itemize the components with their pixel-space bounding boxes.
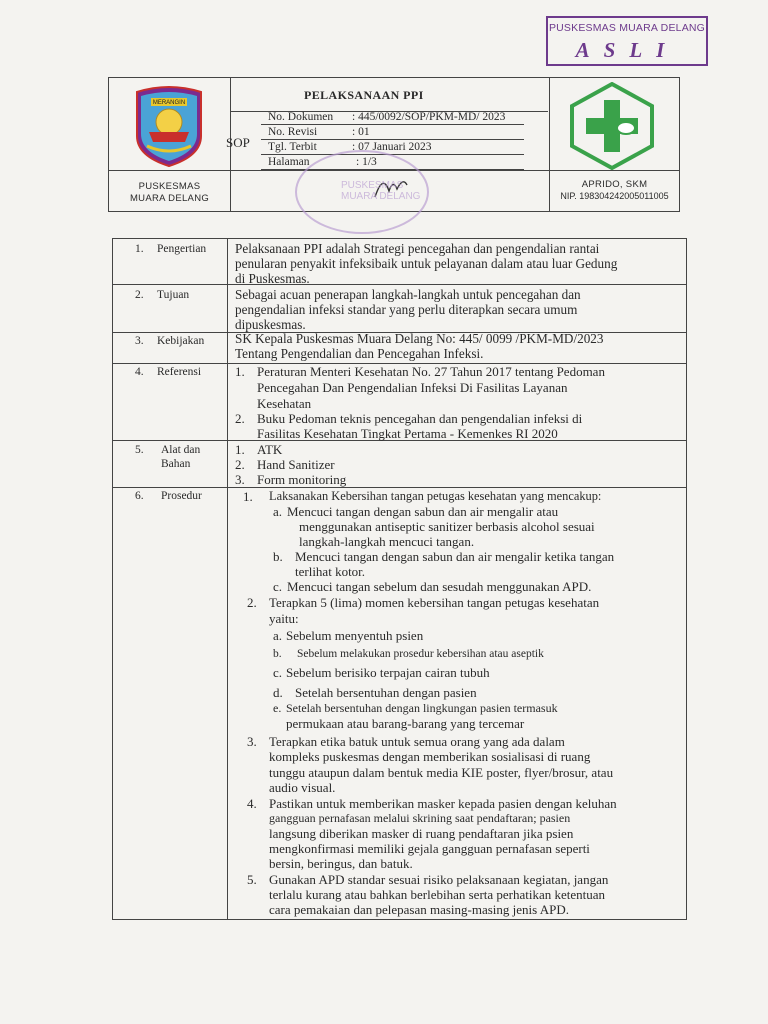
field-value-revisi: : 01: [352, 126, 370, 138]
stamp-word: ASLI: [575, 38, 679, 62]
signer-name: APRIDO, SKM: [581, 179, 648, 190]
label-referensi: Referensi: [157, 366, 202, 378]
sop-table: 1. Pengertian Pelaksanaan PPI adalah Strategi pencegahan dan pengendalian rantai penularan penyakit infeksibaik untuk pelayanan dalam atau luar Gedung di Puskesmas. 2. Tujuan Sebagai acuan penerapan langkah-langkah untuk pencegahan dan pengendalian infeksi standar yang perlu diterapkan secara umum dipuskesmas. 3. Kebijakan SK Kepala Puskesmas Muara Delang No: 445/ 0099 /PKM-MD/2023 Tentang Pengendalian dan Pencegahan Infeksi. 4. Referensi 1. Peraturan Menteri Kesehatan No. 27 Tahun 2017 tentang Pedoman Pencegahan Dan Pengendalian Infeksi Di Fasilitas Layanan Kesehatan 2. Buku Pedoman teknis pencegahan dan pengendalian infeksi di Fasilitas Kesehatan Tingkat Pertama - Kemenkes RI 2020 5. Alat dan Bahan 1. ATK 2. Hand Sanitizer 3. Form monitoring 6. Prosedur 1. Laksanakan Kebersihan tangan petugas kesehatan yang mencakup: a. Mencuci tangan dengan sabun dan air mengalir atau menggunakan antiseptic sanitizer berbasis alcohol sesuai langkah-langkah mencuci tangan. b. Mencuci tangan dengan sabun dan air mengalir ketika tangan terlihat kotor. c. Mencuci tangan sebelum dan sesudah menggunakan APD. 2. Terapkan 5 (lima) momen kebersihan tangan petugas kesehatan yaitu: a. Sebelum menyentuh psien b. Sebelum melakukan prosedur kebersihan atau aseptik c. Sebelum berisiko terpajan cairan tubuh d. Setelah bersentuhan dengan pasien e. Setelah bersentuhan dengan lingkungan pasien termasuk permukaan atau barang-barang yang tercemar 3. Terapkan etika batuk untuk semua orang yang ada dalam kompleks puskesmas dengan memberikan sosialisasi di ruang tunggu ataupun dalam bentuk media KIE poster, flyer/brosur, atau audio visual. 4. Pastikan untuk memberikan masker kepada pasien dengan keluhan gangguan pernafasan melalui skrining saat pendaftaran; pasien langsung diberikan masker di ruang pendaftaran jika psien mengkonfirmasi memiliki gejala gangguan pernafasan seperti bersin, beringus, dan batuk. 5. Gunakan APD standar sesuai risiko pelaksanaan kegiatan, jangan terlalu kurang atau bahkan berlebihan serta perhatikan ketentuan cara pemakaian dan pelepasan masing-masing jenis APD.: [112, 238, 687, 920]
round-stamp: PUSKESMAS MUARA DELANG: [295, 150, 429, 234]
label-bahan: Bahan: [161, 458, 191, 470]
field-value-terbit: : 07 Januari 2023: [352, 141, 432, 153]
merangin-logo-icon: [131, 84, 207, 168]
stamp-org: PUSKESMAS MUARA DELANG: [548, 22, 706, 34]
doc-title: PELAKSANAAN PPI: [304, 88, 424, 102]
logo-left-text: MERANGIN: [152, 100, 186, 106]
label-pengertian: Pengertian: [157, 243, 207, 255]
field-value-halaman: : 1/3: [356, 156, 377, 168]
field-label-revisi: No. Revisi: [268, 126, 318, 138]
org-caption-2: MUARA DELANG: [129, 193, 210, 204]
field-label-terbit: Tgl. Terbit: [268, 141, 317, 153]
field-label-halaman: Halaman: [268, 156, 310, 168]
label-alat: Alat dan: [161, 444, 201, 456]
puskesmas-logo-icon: [566, 82, 658, 170]
signer-nip: NIP. 198304242005011005: [560, 191, 669, 201]
label-tujuan: Tujuan: [157, 289, 190, 301]
sop-label: SOP: [226, 135, 250, 150]
label-prosedur: Prosedur: [161, 490, 202, 502]
label-kebijakan: Kebijakan: [157, 335, 205, 347]
field-label-dokumen: No. Dokumen: [268, 111, 334, 123]
asli-stamp: [546, 16, 708, 66]
org-caption-1: PUSKESMAS: [138, 181, 201, 192]
field-value-dokumen: : 445/0092/SOP/PKM-MD/ 2023: [352, 111, 506, 123]
